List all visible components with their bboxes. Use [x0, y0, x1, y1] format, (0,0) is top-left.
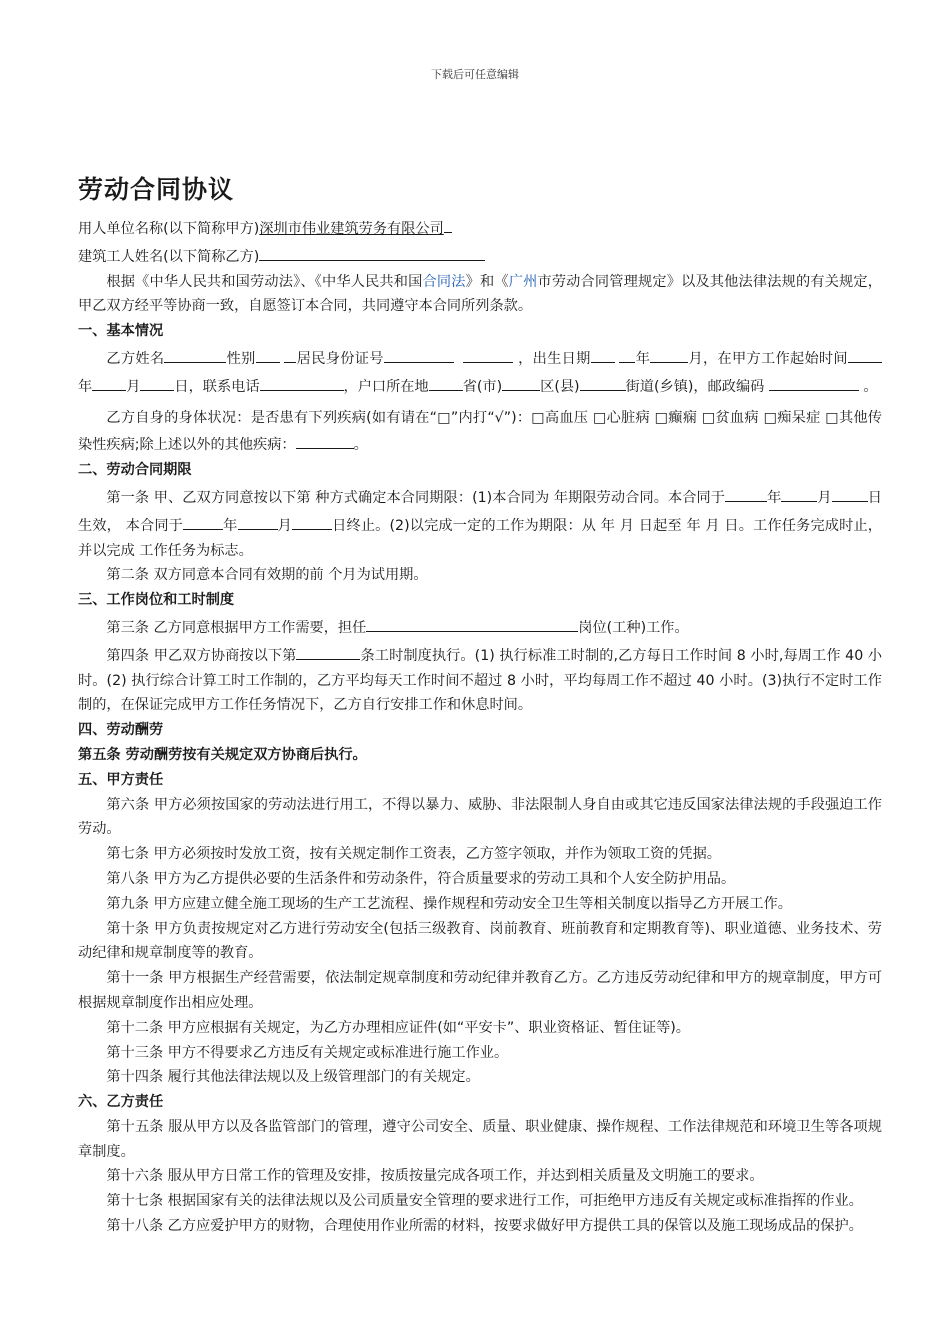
article-7: 第七条 甲方必须按时发放工资，按有关规定制作工资表，乙方签字领取，并作为领取工资的凭据。	[106, 846, 721, 863]
employer-blank	[444, 214, 452, 233]
article-14: 第十四条 履行其他法律法规以及上级管理部门的有关规定。	[106, 1069, 480, 1086]
article-6: 第六条 甲方必须按国家的劳动法进行用工，不得以暴力、威胁、非法限制人身自由或其它违反国家法律法规的手段强迫工作劳动。	[78, 796, 882, 838]
article-10: 第十条 甲方负责按规定对乙方进行劳动安全(包括三级教育、岗前教育、班前教育和定期教育等)、职业道德、业务技术、劳动纪律和规章制度等的教育。	[78, 920, 882, 962]
section-heading-4: 四、劳动酬劳	[78, 722, 164, 739]
article-13: 第十三条 甲方不得要求乙方违反有关规定或标准进行施工作业。	[106, 1044, 509, 1061]
header-note: 下载后可任意编辑	[431, 68, 519, 81]
start-year-blank[interactable]	[848, 344, 882, 363]
article-15: 第十五条 服从甲方以及各监管部门的管理，遵守公司安全、质量、职业健康、操作规程、工作法律规范和环境卫生等各项规章制度。	[78, 1118, 882, 1160]
section-heading-6: 六、乙方责任	[78, 1094, 164, 1111]
article-4: 第四条 甲乙双方协商按以下第 条工时制度执行。(1) 执行标准工时制的,乙方每日工作时间 8 小时,每周工作 40 小时。(2) 执行综合计算工时工作制的，乙方平均每天工作时间不超过 8 小时，平均每周工作不超过 40 小时。(3)执行不定时工作制的，在保证完成甲方工作任务情况下，乙方自行安排工作和休息时间。	[78, 641, 882, 718]
position-blank[interactable]	[366, 613, 578, 632]
phone-blank[interactable]	[260, 372, 344, 391]
work-hour-system-blank[interactable]	[296, 641, 360, 660]
end-day-blank[interactable]	[292, 511, 332, 530]
health-paragraph: 乙方自身的身体状况：是否患有下列疾病(如有请在“□”内打“√”)：□高血压 □心脏病 □癫痫 □贫血病 □痴呆症 □其他传染性疾病;除上述以外的其他疾病： 。	[78, 409, 882, 454]
article-1: 第一条 甲、乙双方同意按以下第 种方式确定本合同期限：(1)本合同为 年期限劳动合同。本合同于 年 月 日生效， 本合同于 年 月 日终止。(2)以完成一定的工作为期限：从 年 月 日起至 年 月 日。工作任务完成时止，并以完成 工作任务为标志。	[78, 483, 882, 563]
name-blank[interactable]	[164, 344, 226, 363]
article-9: 第九条 甲方应建立健全施工现场的生产工艺流程、操作规程和劳动安全卫生等相关制度以指导乙方开展工作。	[106, 895, 792, 912]
link-contract-law[interactable]: 合同法	[422, 273, 466, 290]
link-guangzhou[interactable]: 广州	[508, 273, 538, 290]
article-17: 第十七条 根据国家有关的法律法规以及公司质量安全管理的要求进行工作，可拒绝甲方违反有关规定或标准指挥的作业。	[106, 1193, 863, 1210]
id-blank-2[interactable]	[463, 344, 513, 363]
worker-label: 建筑工人姓名(以下简称乙方)	[78, 248, 260, 265]
article-2: 第二条 双方同意本合同有效期的前 个月为试用期。	[106, 567, 428, 584]
worker-name-blank[interactable]	[259, 242, 485, 261]
document-title: 劳动合同协议	[78, 175, 235, 204]
postcode-blank[interactable]	[769, 372, 859, 391]
start-month-blank[interactable]	[92, 372, 126, 391]
start-year-blank-2[interactable]	[725, 483, 767, 502]
employer-name: 深圳市伟业建筑劳务有限公司	[259, 221, 444, 237]
start-day-blank-2[interactable]	[832, 483, 868, 502]
gender-blank[interactable]	[256, 344, 280, 363]
section-heading-2: 二、劳动合同期限	[78, 462, 192, 479]
id-blank[interactable]	[384, 344, 454, 363]
street-blank[interactable]	[580, 372, 626, 391]
article-18: 第十八条 乙方应爱护甲方的财物，合理使用作业所需的材料，按要求做好甲方提供工具的保管以及施工现场成品的保护。	[106, 1218, 863, 1235]
section-heading-1: 一、基本情况	[78, 323, 164, 340]
article-3: 第三条 乙方同意根据甲方工作需要，担任 岗位(工种)工作。	[78, 613, 882, 641]
section-heading-3: 三、工作岗位和工时制度	[78, 592, 235, 609]
contract-document	[78, 172, 882, 1239]
other-disease-blank[interactable]	[296, 430, 354, 449]
article-16: 第十六条 服从甲方日常工作的管理及安排，按质按量完成各项工作，并达到相关质量及文明施工的要求。	[106, 1168, 764, 1185]
start-month-blank-2[interactable]	[781, 483, 817, 502]
end-year-blank[interactable]	[183, 511, 223, 530]
section-heading-5: 五、甲方责任	[78, 771, 164, 788]
article-12: 第十二条 甲方应根据有关规定，为乙方办理相应证件(如“平安卡”、职业资格证、暂住证等)。	[106, 1019, 690, 1036]
start-day-blank[interactable]	[140, 372, 174, 391]
birth-year-blank[interactable]	[591, 344, 615, 363]
end-month-blank[interactable]	[238, 511, 278, 530]
district-blank[interactable]	[502, 372, 540, 391]
employer-line	[78, 214, 882, 242]
intro-paragraph: 根据《中华人民共和国劳动法》、《中华人民共和国合同法》和《广州市劳动合同管理规定》以及其他法律法规的有关规定，甲乙双方经平等协商一致，自愿签订本合同，共同遵守本合同所列条款。	[78, 273, 882, 315]
birth-month-blank[interactable]	[650, 344, 688, 363]
basic-info-paragraph: 乙方姓名 性别 居民身份证号 ，出生日期 年 月，在甲方工作起始时间年 月 日，联系电话 ，户口所在地 省(市) 区(县) 街道(乡镇)，邮政编码 。	[78, 344, 882, 400]
article-5: 第五条 劳动酬劳按有关规定双方协商后执行。	[78, 746, 367, 763]
employer-label: 用人单位名称(以下简称甲方)	[78, 221, 260, 237]
article-11: 第十一条 甲方根据生产经营需要，依法制定规章制度和劳动纪律并教育乙方。乙方违反劳动纪律和甲方的规章制度，甲方可根据规章制度作出相应处理。	[78, 970, 882, 1011]
province-blank[interactable]	[429, 372, 463, 391]
article-8: 第八条 甲方为乙方提供必要的生活条件和劳动条件，符合质量要求的劳动工具和个人安全防护用品。	[106, 870, 736, 887]
worker-line	[78, 242, 882, 270]
